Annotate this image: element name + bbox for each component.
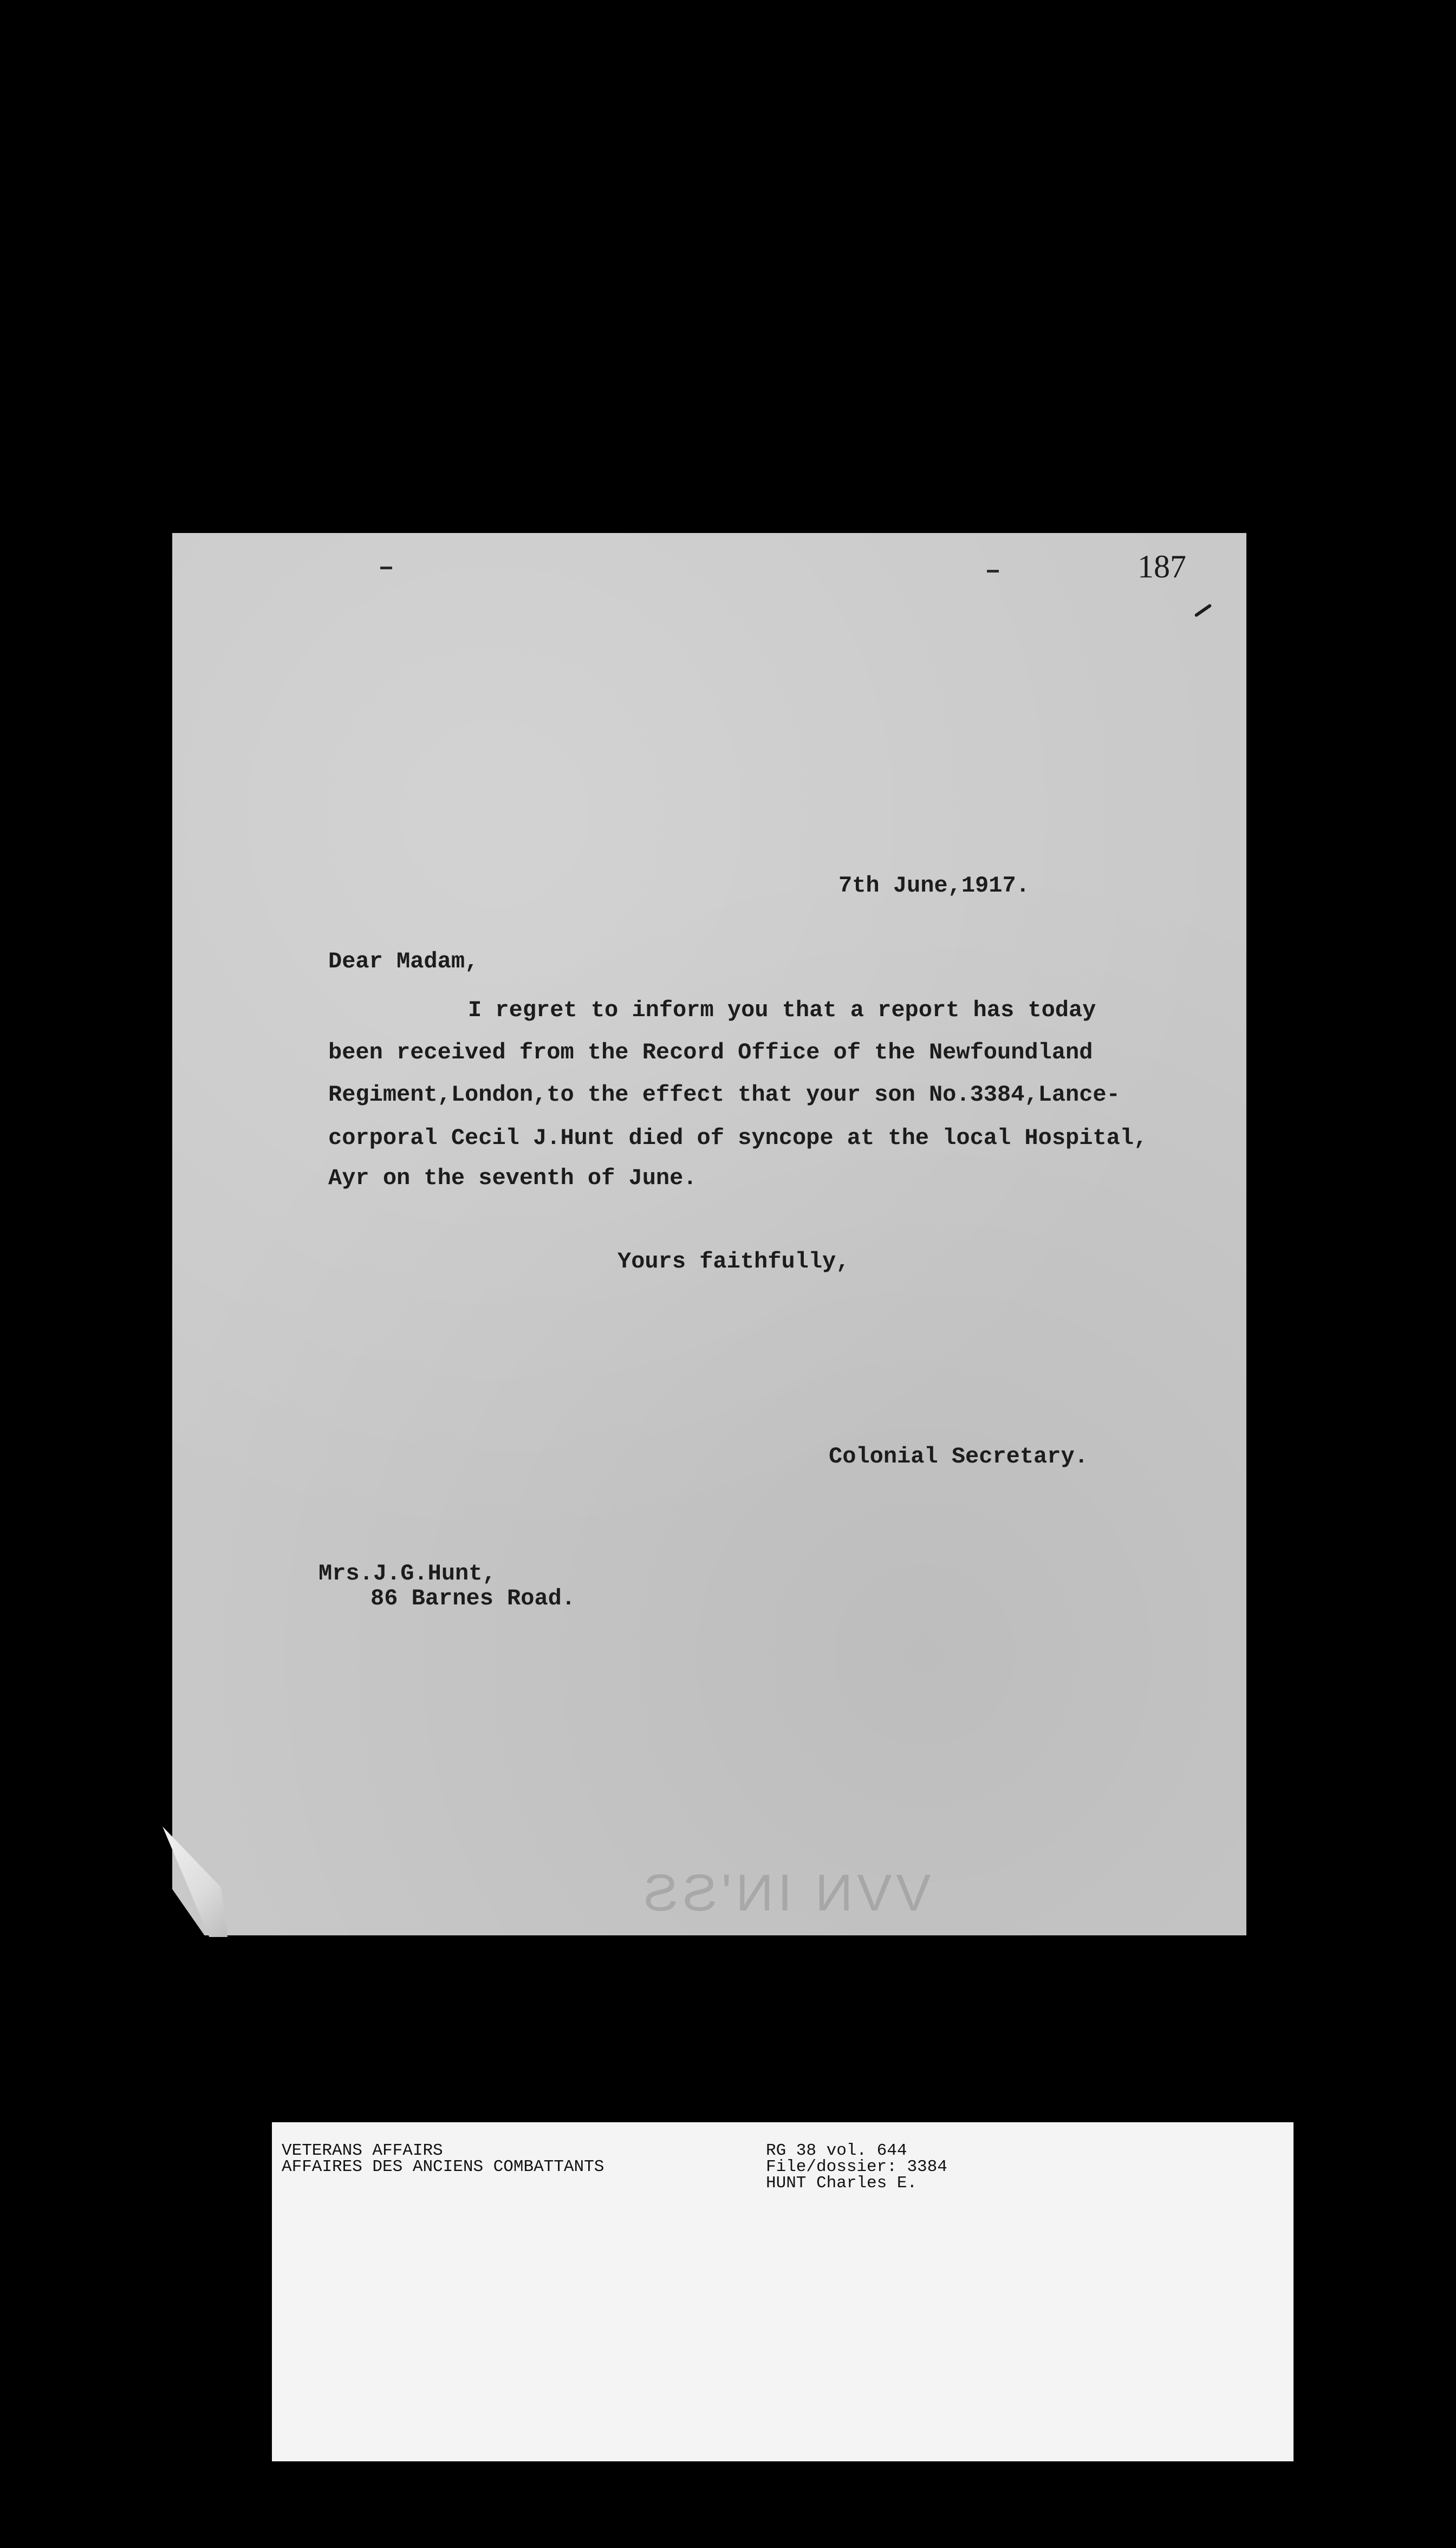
- faint-stamp: VVN IN'SS: [639, 1864, 931, 1922]
- body-line: Ayr on the seventh of June.: [328, 1165, 697, 1191]
- signature-title: Colonial Secretary.: [829, 1444, 1088, 1470]
- letter-date: 7th June,1917.: [838, 873, 1030, 899]
- body-line: I regret to inform you that a report has today: [468, 997, 1096, 1023]
- hole-mark-left: [380, 567, 392, 569]
- letter-sheet: [172, 533, 1246, 1935]
- addressee-address: 86 Barnes Road.: [370, 1585, 576, 1611]
- body-line: corporal Cecil J.Hunt died of syncope at the local Hospital,: [328, 1125, 1148, 1151]
- page-number: 187: [1138, 549, 1186, 584]
- card-person-name: HUNT Charles E.: [766, 2174, 918, 2193]
- archive-reference-card: [272, 2122, 1294, 2461]
- body-line: Regiment,London,to the effect that your son No.3384,Lance-: [328, 1082, 1120, 1108]
- letter-salutation: Dear Madam,: [328, 948, 479, 974]
- addressee-name: Mrs.J.G.Hunt,: [318, 1561, 496, 1587]
- letter-closing: Yours faithfully,: [618, 1249, 850, 1275]
- card-department-en: VETERANS AFFAIRS: [282, 2141, 443, 2160]
- hole-mark-right: [987, 570, 999, 573]
- card-department-fr: AFFAIRES DES ANCIENS COMBATTANTS: [282, 2157, 604, 2176]
- card-file-number: File/dossier: 3384: [766, 2157, 947, 2176]
- card-record-group: RG 38 vol. 644: [766, 2141, 907, 2160]
- body-line: been received from the Record Office of the Newfoundland: [328, 1039, 1093, 1065]
